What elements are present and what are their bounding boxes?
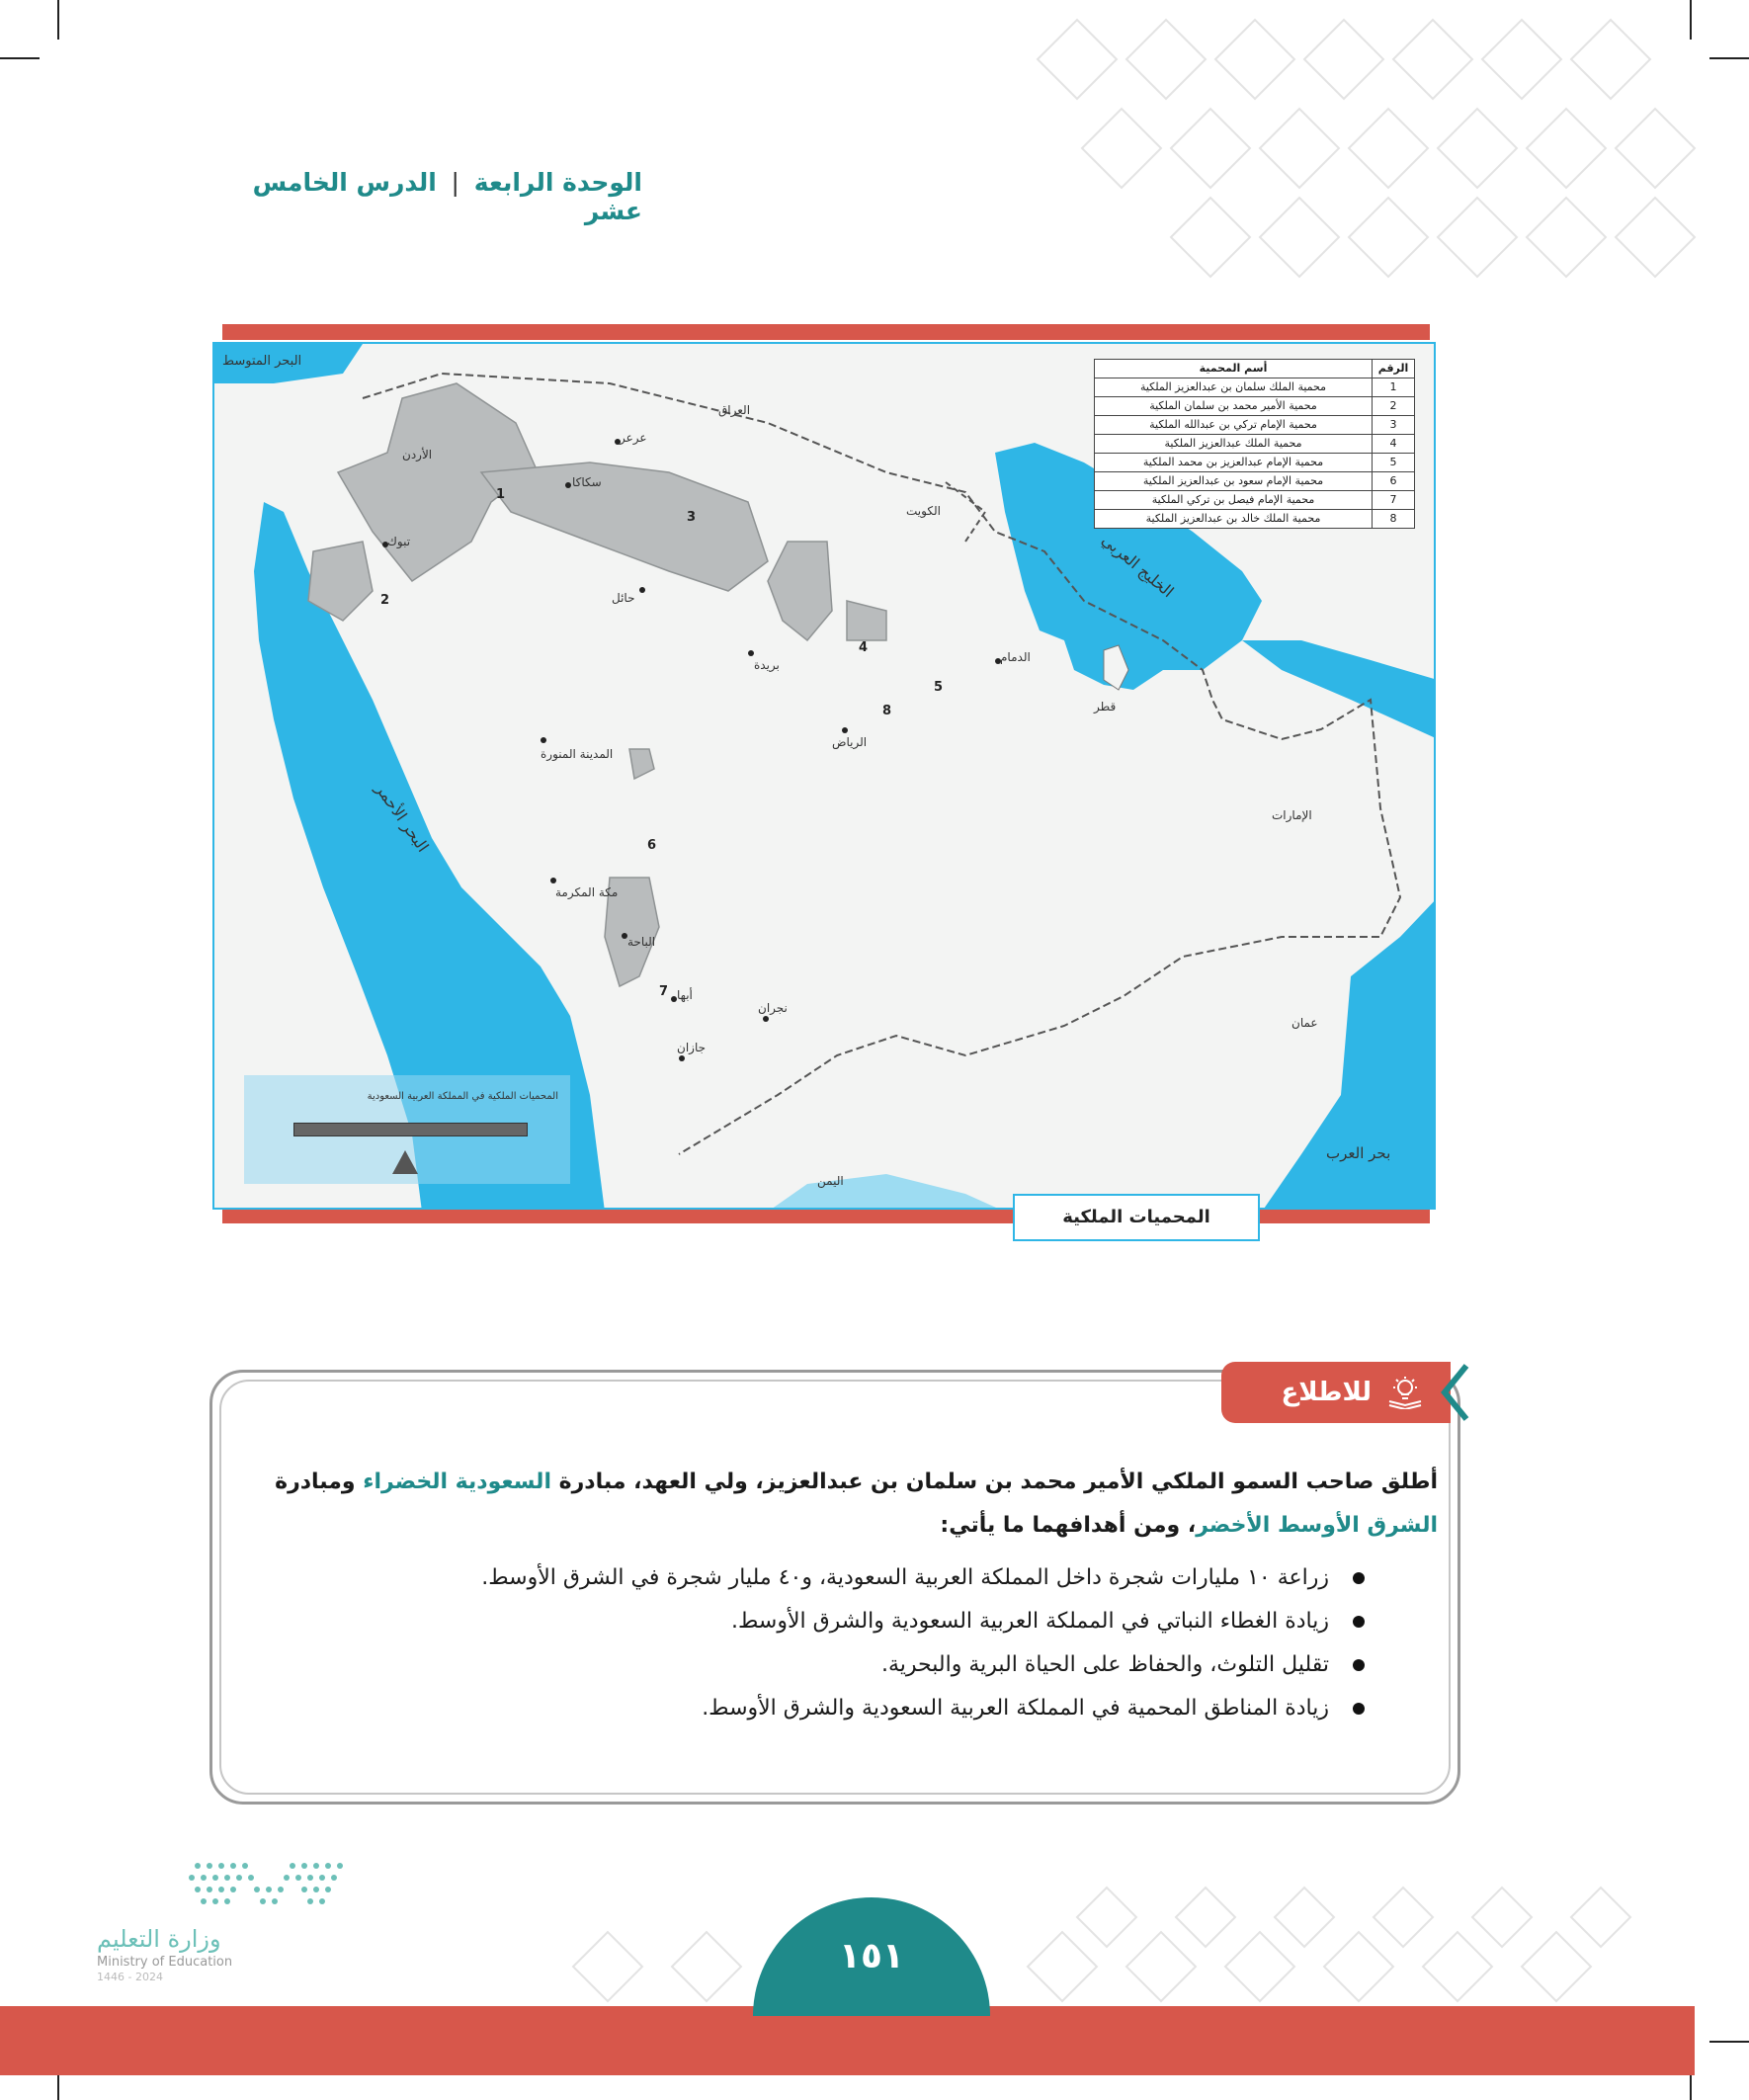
legend-row-name: محمية الأمير محمد بن سلمان الملكية xyxy=(1095,397,1373,416)
legend-row xyxy=(1095,397,1415,416)
label-hail: حائل xyxy=(612,591,635,605)
reserve-number-7: 7 xyxy=(659,984,669,999)
intro-text: ، ومن أهدافهما ما يأتي: xyxy=(940,1513,1197,1538)
info-intro xyxy=(247,1461,1438,1548)
label-madinah: المدينة المنورة xyxy=(541,747,614,761)
legend-header-number: الرقم xyxy=(1373,360,1415,378)
legend-row-number: 8 xyxy=(1373,510,1415,529)
list-item: تقليل التلوث، والحفاظ على الحياة البرية والبحرية. xyxy=(375,1643,1369,1687)
label-arar: عرعر xyxy=(620,431,647,445)
chevron-left-icon xyxy=(1433,1362,1472,1423)
city-dot xyxy=(842,727,848,733)
label-baha: الباحة xyxy=(627,935,656,949)
label-yemen: اليمن xyxy=(817,1174,844,1188)
label-kuwait: الكويت xyxy=(906,504,941,518)
list-item: زيادة المناطق المحمية في المملكة العربية السعودية والشرق الأوسط. xyxy=(375,1687,1369,1730)
crop-mark xyxy=(57,0,59,40)
reserves-legend xyxy=(1094,359,1415,529)
info-tag-label: للاطلاع xyxy=(1281,1378,1372,1407)
crop-mark xyxy=(1709,57,1749,59)
legend-row xyxy=(1095,416,1415,435)
legend-row-number: 6 xyxy=(1373,472,1415,491)
label-red-sea: البحر الأحمر xyxy=(372,780,433,856)
legend-row xyxy=(1095,472,1415,491)
legend-row-number: 1 xyxy=(1373,378,1415,397)
legend-row-name: محمية الإمام تركي بن عبدالله الملكية xyxy=(1095,416,1373,435)
legend-row-number: 4 xyxy=(1373,435,1415,454)
city-dot xyxy=(748,650,754,656)
legend-row xyxy=(1095,491,1415,510)
city-dot xyxy=(541,737,546,743)
reserve-number-6: 6 xyxy=(647,838,657,853)
legend-header-name: أسم المحمية xyxy=(1095,360,1373,378)
city-dot xyxy=(763,1016,769,1022)
reserve-number-4: 4 xyxy=(859,640,869,655)
legend-row-number: 5 xyxy=(1373,454,1415,472)
lesson-title: الدرس الخامس عشر xyxy=(252,168,642,225)
crop-mark xyxy=(1709,2041,1749,2043)
reserve-number-3: 3 xyxy=(687,510,697,525)
label-jazan: جازان xyxy=(677,1041,707,1054)
legend-row xyxy=(1095,435,1415,454)
label-makkah: مكة المكرمة xyxy=(555,885,619,899)
list-item: زيادة الغطاء النباتي في المملكة العربية السعودية والشرق الأوسط. xyxy=(375,1600,1369,1643)
legend-row-number: 3 xyxy=(1373,416,1415,435)
page-number: ١٥١ xyxy=(753,1897,990,2016)
scale-bar xyxy=(293,1123,528,1136)
label-uae: الإمارات xyxy=(1272,808,1312,822)
legend-row-name: محمية الإمام سعود بن عبدالعزيز الملكية xyxy=(1095,472,1373,491)
legend-row-number: 2 xyxy=(1373,397,1415,416)
list-item: زراعة ١٠ مليارات شجرة داخل المملكة العربية السعودية، و٤٠ مليار شجرة في الشرق الأوسط. xyxy=(375,1556,1369,1600)
city-dot xyxy=(565,482,571,488)
legend-row-name: محمية الملك عبدالعزيز الملكية xyxy=(1095,435,1373,454)
label-arabian-gulf: الخليج العربي xyxy=(1098,530,1178,602)
label-dammam: الدمام xyxy=(1000,650,1031,664)
label-sakaka: سكاكا xyxy=(572,475,602,489)
label-riyadh: الرياض xyxy=(832,735,868,749)
label-oman: عمان xyxy=(1291,1016,1318,1030)
intro-text: ومبادرة xyxy=(275,1470,364,1494)
ministry-name-en: Ministry of Education xyxy=(97,1955,233,1970)
info-tag xyxy=(1221,1362,1451,1423)
reserve-number-2: 2 xyxy=(380,593,390,608)
legend-row xyxy=(1095,454,1415,472)
map-caption: المحميات الملكية xyxy=(1013,1194,1260,1241)
legend-row-name: محمية الملك خالد بن عبدالعزيز الملكية xyxy=(1095,510,1373,529)
map-top-bar xyxy=(222,324,1430,340)
north-arrow-icon xyxy=(392,1150,418,1174)
ministry-name-ar: وزارة التعليم xyxy=(97,1925,221,1953)
intro-highlight-saudi-green: السعودية الخضراء xyxy=(363,1470,551,1494)
label-mediterranean: البحر المتوسط xyxy=(222,354,302,369)
reserve-number-8: 8 xyxy=(882,704,892,718)
label-jordan: الأردن xyxy=(402,448,433,462)
label-tabuk: تبوك xyxy=(387,535,411,548)
crop-mark xyxy=(1690,0,1692,40)
label-najran: نجران xyxy=(758,1001,788,1015)
legend-row xyxy=(1095,378,1415,397)
scale-title: المحميات الملكية في المملكة العربية السعودية xyxy=(367,1091,558,1102)
lightbulb-book-icon xyxy=(1387,1376,1423,1409)
map-scale-box xyxy=(244,1075,570,1184)
city-dot xyxy=(679,1055,685,1061)
intro-highlight-middle-east-green: الشرق الأوسط الأخضر xyxy=(1196,1513,1438,1538)
city-dot xyxy=(639,587,645,593)
footer-bar xyxy=(0,2006,1695,2075)
goals-list xyxy=(375,1556,1369,1730)
city-dot xyxy=(550,878,556,883)
legend-row-name: محمية الملك سلمان بن عبدالعزيز الملكية xyxy=(1095,378,1373,397)
label-qatar: قطر xyxy=(1094,700,1117,714)
royal-reserves-map xyxy=(212,324,1438,1225)
intro-text: أطلق صاحب السمو الملكي الأمير محمد بن سلمان بن عبدالعزيز، ولي العهد، مبادرة xyxy=(550,1470,1438,1494)
edition-year: 2024 - 1446 xyxy=(97,1971,163,1983)
header-separator: | xyxy=(451,168,459,197)
label-arabian-sea: بحر العرب xyxy=(1326,1144,1391,1162)
label-buraidah: بريدة xyxy=(754,658,780,672)
crop-mark xyxy=(0,57,40,59)
legend-row-name: محمية الإمام عبدالعزيز بن محمد الملكية xyxy=(1095,454,1373,472)
legend-row-number: 7 xyxy=(1373,491,1415,510)
label-iraq: العراق xyxy=(718,403,751,417)
unit-title: الوحدة الرابعة xyxy=(473,168,642,197)
reserve-number-5: 5 xyxy=(934,680,944,695)
map-frame xyxy=(212,342,1436,1210)
legend-row-name: محمية الإمام فيصل بن تركي الملكية xyxy=(1095,491,1373,510)
label-abha: أبها xyxy=(677,988,693,1002)
page-header xyxy=(198,168,642,225)
dots-logo-icon xyxy=(99,1858,356,1917)
ministry-logo xyxy=(89,1858,356,1983)
reserve-number-1: 1 xyxy=(496,487,506,502)
legend-row xyxy=(1095,510,1415,529)
